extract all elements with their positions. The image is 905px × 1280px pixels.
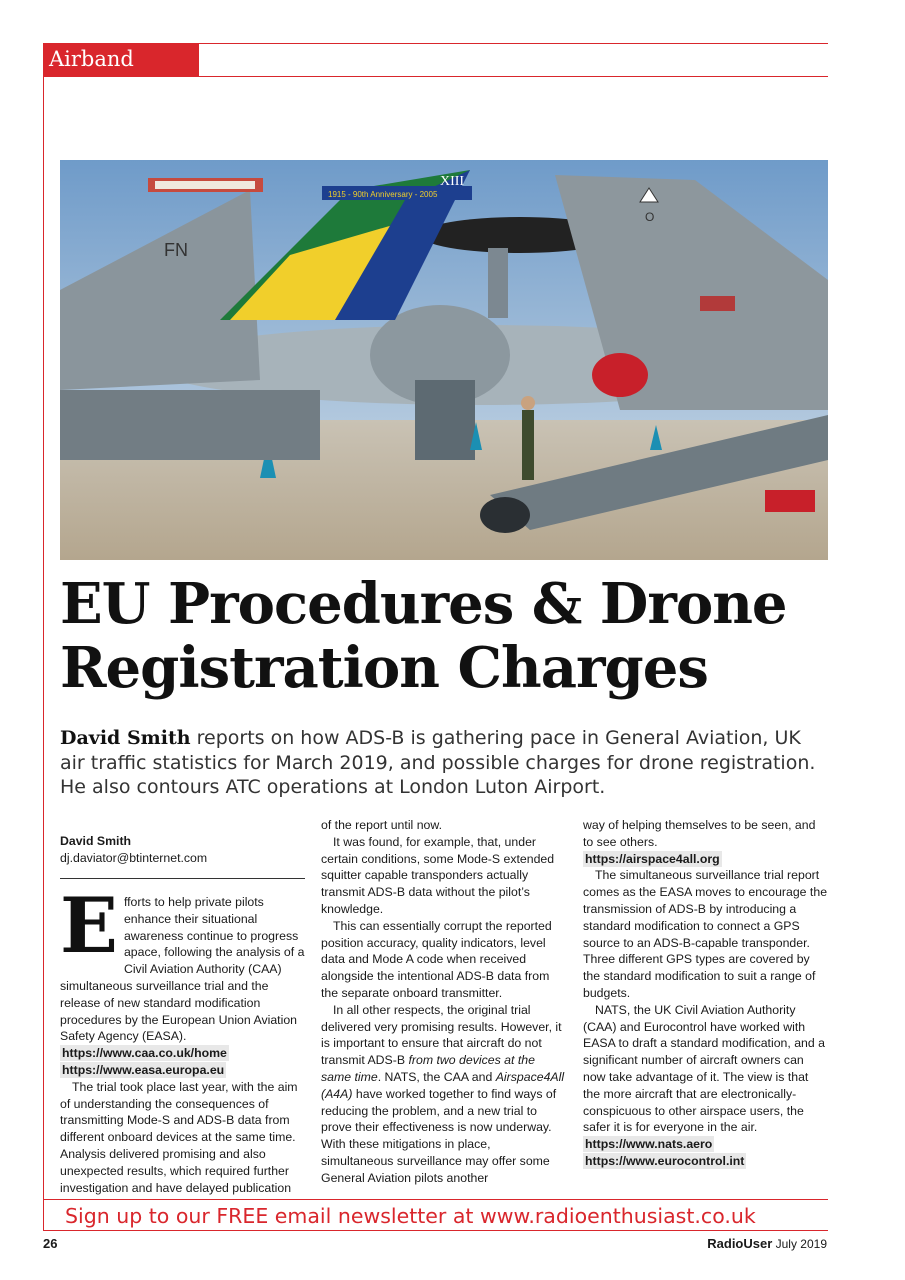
col2-p3-text-b: . NATS, the CAA and — [377, 1069, 496, 1084]
page-number: 26 — [43, 1236, 58, 1251]
byline-name: David Smith — [60, 834, 132, 848]
col2-paragraph-3 — [321, 1002, 566, 1187]
col1-paragraph-1 — [60, 881, 305, 1045]
frame-rule-header — [43, 76, 828, 77]
col2-paragraph-0: of the report until now. — [321, 818, 442, 832]
frame-rule-left — [43, 43, 44, 1230]
col3-url-line-1 — [583, 851, 828, 868]
drop-cap: E — [60, 881, 118, 970]
col2-paragraph-2: This can essentially corrupt the reported position accuracy, quality indicators, level data and Mode A code when received alongside the intentional ADS-B data from the separate onboard transmitter. — [321, 918, 552, 1000]
aircraft-photo-illustration — [60, 160, 828, 560]
link-caa[interactable]: https://www.caa.co.uk/home — [62, 1046, 227, 1061]
link-eurocontrol[interactable]: https://www.eurocontrol.int — [585, 1153, 745, 1168]
tail-letter-text: O — [645, 210, 655, 224]
col3-url-line-3 — [583, 1153, 828, 1170]
col2-p3-emphasis-2: Airspace4All (A4A) — [321, 1069, 565, 1101]
squadron-text: XIII — [440, 174, 465, 189]
section-tag: Airband News — [43, 43, 199, 76]
col2-p3-text-c: have worked together to find ways of reducing the problem, and a new trial to prove their effectiveness is now underway. With these mitigations in place, simultaneous surveillance may offer some General Aviation pilots another — [321, 1086, 557, 1185]
footer-magazine-name: RadioUser — [707, 1236, 773, 1251]
col1-paragraph-2: The trial took place last year, with the aim of understanding the consequences of transmitting Mode-S and ADS-B data from different onboard devices at the same time. Analysis delivered promising and also unexpected results, which required further investigation and have delayed publication — [60, 1079, 298, 1195]
col3-paragraph-2: NATS, the UK Civil Aviation Authority (CAA) and Eurocontrol have worked with EASA to draft a standard modification, and a significant number of aircraft owners can now take advantage of it. The view is that the more aircraft that are electronically-conspicuous to other airspace users, the safer it is for everyone in the air. — [583, 1002, 825, 1135]
headline — [60, 572, 860, 700]
frame-rule-footer-top — [43, 1199, 828, 1200]
footer-issue-date: July 2019 — [772, 1237, 827, 1251]
newsletter-banner[interactable]: Sign up to our FREE email newsletter at www.radioenthusiast.co.uk — [65, 1204, 756, 1228]
col1-url-line-2 — [60, 1062, 305, 1079]
headline-line-1: EU Procedures & Drone — [60, 571, 787, 637]
standfirst — [60, 726, 828, 800]
col3-paragraph-0: way of helping themselves to be seen, and to see others. — [583, 818, 816, 849]
col1-url-line-1 — [60, 1045, 305, 1062]
col3-url-line-2 — [583, 1136, 828, 1153]
byline-rule — [60, 878, 305, 879]
hero-photo — [60, 160, 828, 560]
standfirst-text: reports on how ADS-B is gathering pace in General Aviation, UK air traffic statistics for March 2019, and possible charges for drone registration. He also contours ATC operations at London Luton Airport. — [60, 727, 816, 798]
col2-p3-emphasis: from two devices at the same time — [321, 1053, 535, 1084]
frame-rule-footer-bottom — [43, 1230, 828, 1231]
link-nats[interactable]: https://www.nats.aero — [585, 1137, 713, 1152]
anniversary-text: 1915 - 90th Anniversary - 2005 — [328, 190, 438, 199]
link-airspace4all[interactable]: https://airspace4all.org — [585, 851, 720, 866]
column-3 — [583, 817, 828, 1170]
headline-line-2: Registration Charges — [60, 635, 708, 701]
footer-brand — [707, 1236, 827, 1251]
col3-paragraph-1: The simultaneous surveillance trial report comes as the EASA moves to encourage the transmission of ADS-B by introducing a standard modification to connect a GPS source to an ADS-B-capable transponder. Three different GPS types are covered by the standard modification to suit a range of budgets. — [583, 868, 828, 1000]
link-easa[interactable]: https://www.easa.europa.eu — [62, 1062, 225, 1077]
col2-p3-text-a: In all other respects, the original trial delivered very promising results. However, it is important to ensure that aircraft do not transmit ADS-B — [321, 1002, 562, 1068]
column-2 — [321, 817, 566, 1187]
byline-email[interactable]: dj.daviator@btinternet.com — [60, 851, 208, 865]
tail-code-text: FN — [164, 240, 188, 260]
standfirst-author: David Smith — [60, 727, 191, 749]
col2-paragraph-1: It was found, for example, that, under certain conditions, some Mode-S extended squitter capable transponders actually transmit ADS-B data without the pilot’s knowledge. — [321, 834, 555, 916]
column-1 — [60, 833, 305, 1196]
col1-paragraph-1-text: fforts to help private pilots enhance their situational awareness continue to progress apace, following the analysis of a Civil Aviation Authority (CAA) simultaneous surveillance trial and the release of new standard modification procedures by the European Union Aviation Safety Agency (EASA). — [60, 895, 305, 1044]
